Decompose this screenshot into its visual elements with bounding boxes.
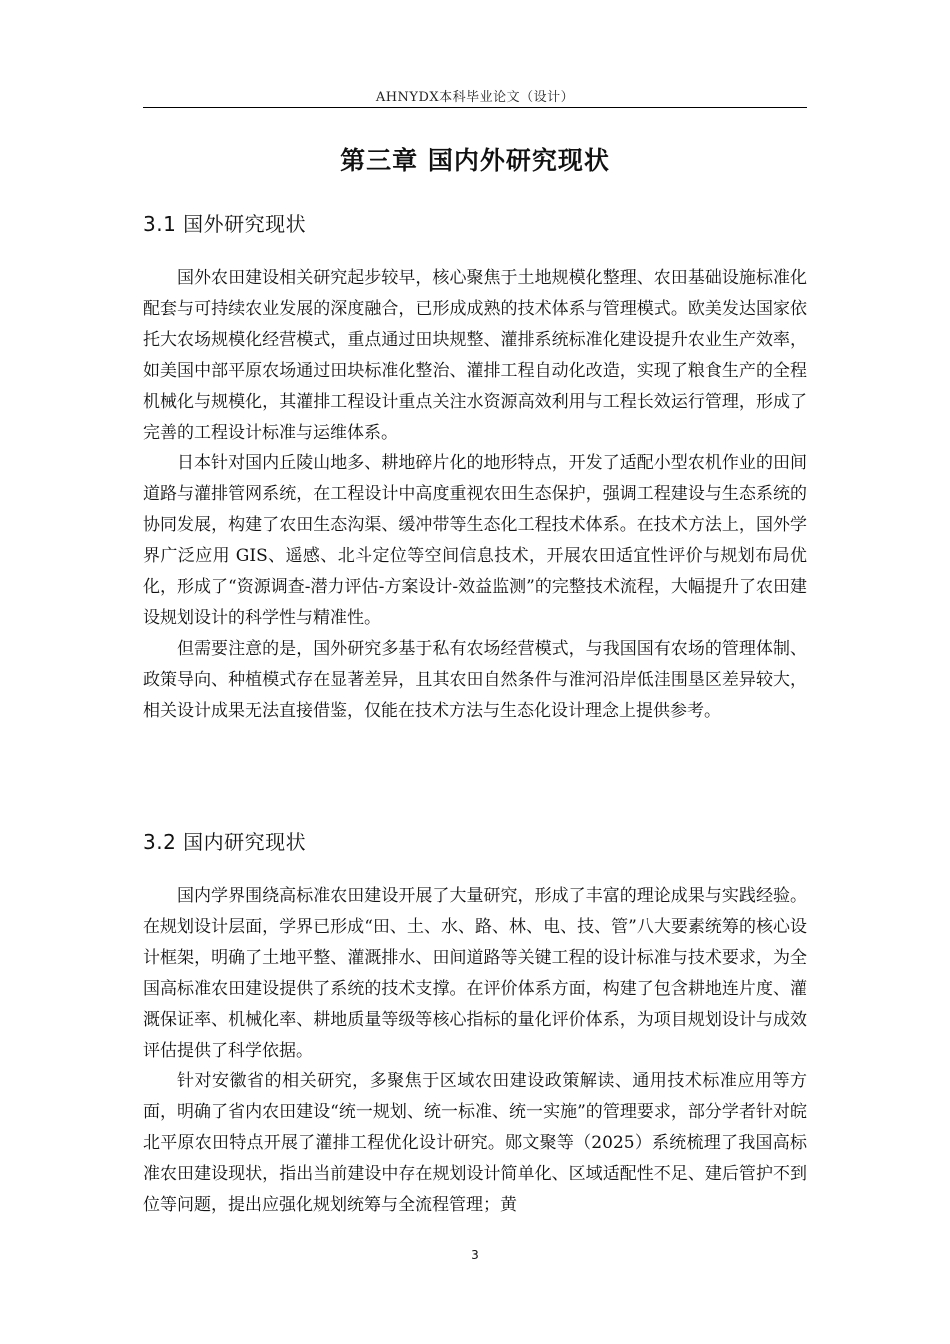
paragraph: 国外农田建设相关研究起步较早，核心聚焦于土地规模化整理、农田基础设施标准化配套与可持续农业发展的深度融合，已形成成熟的技术体系与管理模式。欧美发达国家依托大农场规模化经营模式，重点通过田块规整、灌排系统标准化建设提升农业生产效率，如美国中部平原农场通过田块标准化整治、灌排工程自动化改造，实现了粮食生产的全程机械化与规模化，其灌排工程设计重点关注水资源高效利用与工程长效运行管理，形成了完善的工程设计标准与运维体系。 bbox=[143, 268, 807, 443]
header-rule bbox=[143, 107, 807, 108]
section-title-3-1: 3.1 国外研究现状 bbox=[143, 212, 307, 236]
paragraph: 国内学界围绕高标准农田建设开展了大量研究，形成了丰富的理论成果与实践经验。在规划设计层面，学界已形成“田、土、水、路、林、电、技、管”八大要素统筹的核心设计框架，明确了土地平整、灌溉排水、田间道路等关键工程的设计标准与技术要求，为全国高标准农田建设提供了系统的技术支撑。在评价体系方面，构建了包含耕地连片度、灌溉保证率、机械化率、耕地质量等级等核心指标的量化评价体系，为项目规划设计与成效评估提供了科学依据。 bbox=[143, 886, 807, 1061]
section-body-3-2 bbox=[143, 881, 807, 1221]
paragraph: 日本针对国内丘陵山地多、耕地碎片化的地形特点，开发了适配小型农机作业的田间道路与灌排管网系统，在工程设计中高度重视农田生态保护，强调工程建设与生态系统的协同发展，构建了农田生态沟渠、缓冲带等生态化工程技术体系。在技术方法上，国外学界广泛应用 GIS、遥感、北斗定位等空间信息技术，开展农田适宜性评价与规划布局优化，形成了“资源调查-潜力评估-方案设计-效益监测”的完整技术流程，大幅提升了农田建设规划设计的科学性与精准性。 bbox=[143, 453, 807, 628]
section-body-3-1 bbox=[143, 263, 807, 727]
chapter-title: 第三章 国内外研究现状 bbox=[340, 146, 610, 175]
section-title-3-2: 3.2 国内研究现状 bbox=[143, 830, 307, 854]
page-number: 3 bbox=[471, 1248, 479, 1262]
paragraph: 但需要注意的是，国外研究多基于私有农场经营模式，与我国国有农场的管理体制、政策导向、种植模式存在显著差异，且其农田自然条件与淮河沿岸低洼围垦区差异较大，相关设计成果无法直接借鉴，仅能在技术方法与生态化设计理念上提供参考。 bbox=[143, 638, 807, 721]
running-header: AHNYDX本科毕业论文（设计） bbox=[375, 90, 575, 105]
paragraph: 针对安徽省的相关研究，多聚焦于区域农田建设政策解读、通用技术标准应用等方面，明确了省内农田建设“统一规划、统一标准、统一实施”的管理要求，部分学者针对皖北平原农田特点开展了灌排工程优化设计研究。郧文聚等（2025）系统梳理了我国高标准农田建设现状，指出当前建设中存在规划设计简单化、区域适配性不足、建后管护不到位等问题，提出应强化规划统筹与全流程管理；黄 bbox=[143, 1071, 807, 1216]
